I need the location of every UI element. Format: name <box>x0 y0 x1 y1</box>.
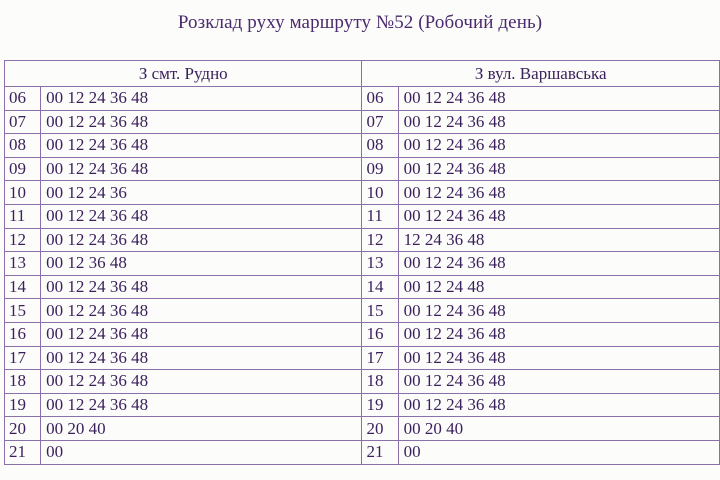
minutes-cell-rudno: 00 12 24 36 <box>41 181 362 205</box>
table-row <box>5 440 720 464</box>
table-row <box>5 252 720 276</box>
hour-cell-rudno: 18 <box>5 370 41 394</box>
minutes-cell-rudno: 00 12 24 36 48 <box>41 134 362 158</box>
minutes-cell-rudno: 00 12 24 36 48 <box>41 87 362 111</box>
table-row <box>5 346 720 370</box>
minutes-cell-rudno: 00 12 24 36 48 <box>41 110 362 134</box>
hour-cell-rudno: 07 <box>5 110 41 134</box>
hour-cell-varshavska: 21 <box>362 440 398 464</box>
hour-cell-rudno: 17 <box>5 346 41 370</box>
table-row <box>5 228 720 252</box>
hour-cell-varshavska: 16 <box>362 322 398 346</box>
minutes-cell-varshavska: 00 12 24 36 48 <box>398 134 719 158</box>
minutes-cell-varshavska: 00 12 24 36 48 <box>398 346 719 370</box>
hour-cell-varshavska: 11 <box>362 204 398 228</box>
minutes-cell-rudno: 00 12 36 48 <box>41 252 362 276</box>
minutes-cell-rudno: 00 12 24 36 48 <box>41 228 362 252</box>
hour-cell-varshavska: 20 <box>362 417 398 441</box>
hour-cell-varshavska: 12 <box>362 228 398 252</box>
table-row <box>5 322 720 346</box>
minutes-cell-rudno: 00 12 24 36 48 <box>41 204 362 228</box>
column-header-varshavska: З вул. Варшавська <box>362 61 720 87</box>
schedule-table <box>4 60 720 465</box>
minutes-cell-varshavska: 00 12 24 36 48 <box>398 393 719 417</box>
minutes-cell-varshavska: 00 12 24 36 48 <box>398 370 719 394</box>
minutes-cell-varshavska: 00 12 24 36 48 <box>398 157 719 181</box>
column-header-rudno: З смт. Рудно <box>5 61 362 87</box>
hour-cell-varshavska: 15 <box>362 299 398 323</box>
hour-cell-varshavska: 18 <box>362 370 398 394</box>
minutes-cell-varshavska: 00 12 24 36 48 <box>398 110 719 134</box>
hour-cell-rudno: 10 <box>5 181 41 205</box>
minutes-cell-varshavska: 00 20 40 <box>398 417 719 441</box>
minutes-cell-varshavska: 00 12 24 48 <box>398 275 719 299</box>
hour-cell-rudno: 13 <box>5 252 41 276</box>
hour-cell-rudno: 08 <box>5 134 41 158</box>
table-row <box>5 275 720 299</box>
table-row <box>5 370 720 394</box>
hour-cell-varshavska: 17 <box>362 346 398 370</box>
table-row <box>5 157 720 181</box>
minutes-cell-rudno: 00 12 24 36 48 <box>41 299 362 323</box>
hour-cell-varshavska: 13 <box>362 252 398 276</box>
table-row <box>5 134 720 158</box>
hour-cell-rudno: 21 <box>5 440 41 464</box>
hour-cell-rudno: 16 <box>5 322 41 346</box>
page-title: Розклад руху маршруту №52 (Робочий день) <box>177 12 543 33</box>
table-row <box>5 87 720 111</box>
table-row <box>5 204 720 228</box>
minutes-cell-varshavska: 12 24 36 48 <box>398 228 719 252</box>
hour-cell-rudno: 14 <box>5 275 41 299</box>
minutes-cell-rudno: 00 <box>41 440 362 464</box>
minutes-cell-rudno: 00 12 24 36 48 <box>41 346 362 370</box>
minutes-cell-varshavska: 00 12 24 36 48 <box>398 181 719 205</box>
hour-cell-varshavska: 07 <box>362 110 398 134</box>
minutes-cell-varshavska: 00 12 24 36 48 <box>398 299 719 323</box>
hour-cell-varshavska: 10 <box>362 181 398 205</box>
table-row <box>5 299 720 323</box>
minutes-cell-varshavska: 00 12 24 36 48 <box>398 252 719 276</box>
minutes-cell-varshavska: 00 12 24 36 48 <box>398 322 719 346</box>
hour-cell-rudno: 12 <box>5 228 41 252</box>
hour-cell-varshavska: 09 <box>362 157 398 181</box>
table-row <box>5 417 720 441</box>
hour-cell-varshavska: 06 <box>362 87 398 111</box>
table-row <box>5 181 720 205</box>
minutes-cell-rudno: 00 12 24 36 48 <box>41 393 362 417</box>
hour-cell-rudno: 09 <box>5 157 41 181</box>
hour-cell-varshavska: 19 <box>362 393 398 417</box>
minutes-cell-rudno: 00 12 24 36 48 <box>41 322 362 346</box>
table-row <box>5 393 720 417</box>
minutes-cell-varshavska: 00 12 24 36 48 <box>398 204 719 228</box>
hour-cell-varshavska: 08 <box>362 134 398 158</box>
minutes-cell-rudno: 00 20 40 <box>41 417 362 441</box>
minutes-cell-varshavska: 00 12 24 36 48 <box>398 87 719 111</box>
minutes-cell-rudno: 00 12 24 36 48 <box>41 370 362 394</box>
table-row <box>5 110 720 134</box>
hour-cell-varshavska: 14 <box>362 275 398 299</box>
hour-cell-rudno: 11 <box>5 204 41 228</box>
hour-cell-rudno: 20 <box>5 417 41 441</box>
table-header-row <box>5 61 720 87</box>
minutes-cell-varshavska: 00 <box>398 440 719 464</box>
minutes-cell-rudno: 00 12 24 36 48 <box>41 275 362 299</box>
hour-cell-rudno: 19 <box>5 393 41 417</box>
hour-cell-rudno: 15 <box>5 299 41 323</box>
minutes-cell-rudno: 00 12 24 36 48 <box>41 157 362 181</box>
hour-cell-rudno: 06 <box>5 87 41 111</box>
